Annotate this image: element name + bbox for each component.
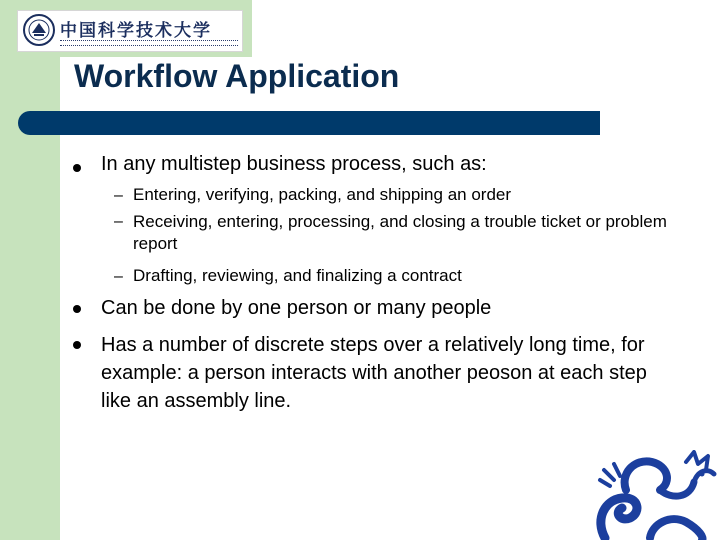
sub-item-3: Drafting, reviewing, and finalizing a contract xyxy=(133,266,462,285)
university-name: 中国科学技术大学 xyxy=(60,21,212,41)
bullet-icon xyxy=(73,305,81,313)
sub-item-1: Entering, verifying, packing, and shipping an order xyxy=(133,185,512,204)
ustc-seal-icon xyxy=(22,13,56,47)
bullet-icon xyxy=(73,341,81,349)
university-logo xyxy=(17,10,243,52)
sub-bullet-dash: – xyxy=(114,268,123,285)
bullet-1-text: In any multistep business process, such as: xyxy=(101,153,487,175)
bullet-2-text: Can be done by one person or many people xyxy=(101,297,492,319)
bullet-3-text: Has a number of discrete steps over a relatively long time, for example: a person interacts with another peoson at each step like an assembly line. xyxy=(101,334,647,412)
bullet-icon xyxy=(73,164,81,172)
sub-bullet-dash: – xyxy=(114,187,123,204)
university-english-name-decoration xyxy=(60,40,238,46)
slide-title: Workflow Application xyxy=(74,58,400,94)
dragon-icon xyxy=(590,450,720,540)
side-band xyxy=(0,0,60,540)
sub-bullet-dash: – xyxy=(114,213,123,230)
title-underline-bar xyxy=(18,111,600,135)
sub-item-2: Receiving, entering, processing, and closing a trouble ticket or problem report xyxy=(133,212,667,253)
